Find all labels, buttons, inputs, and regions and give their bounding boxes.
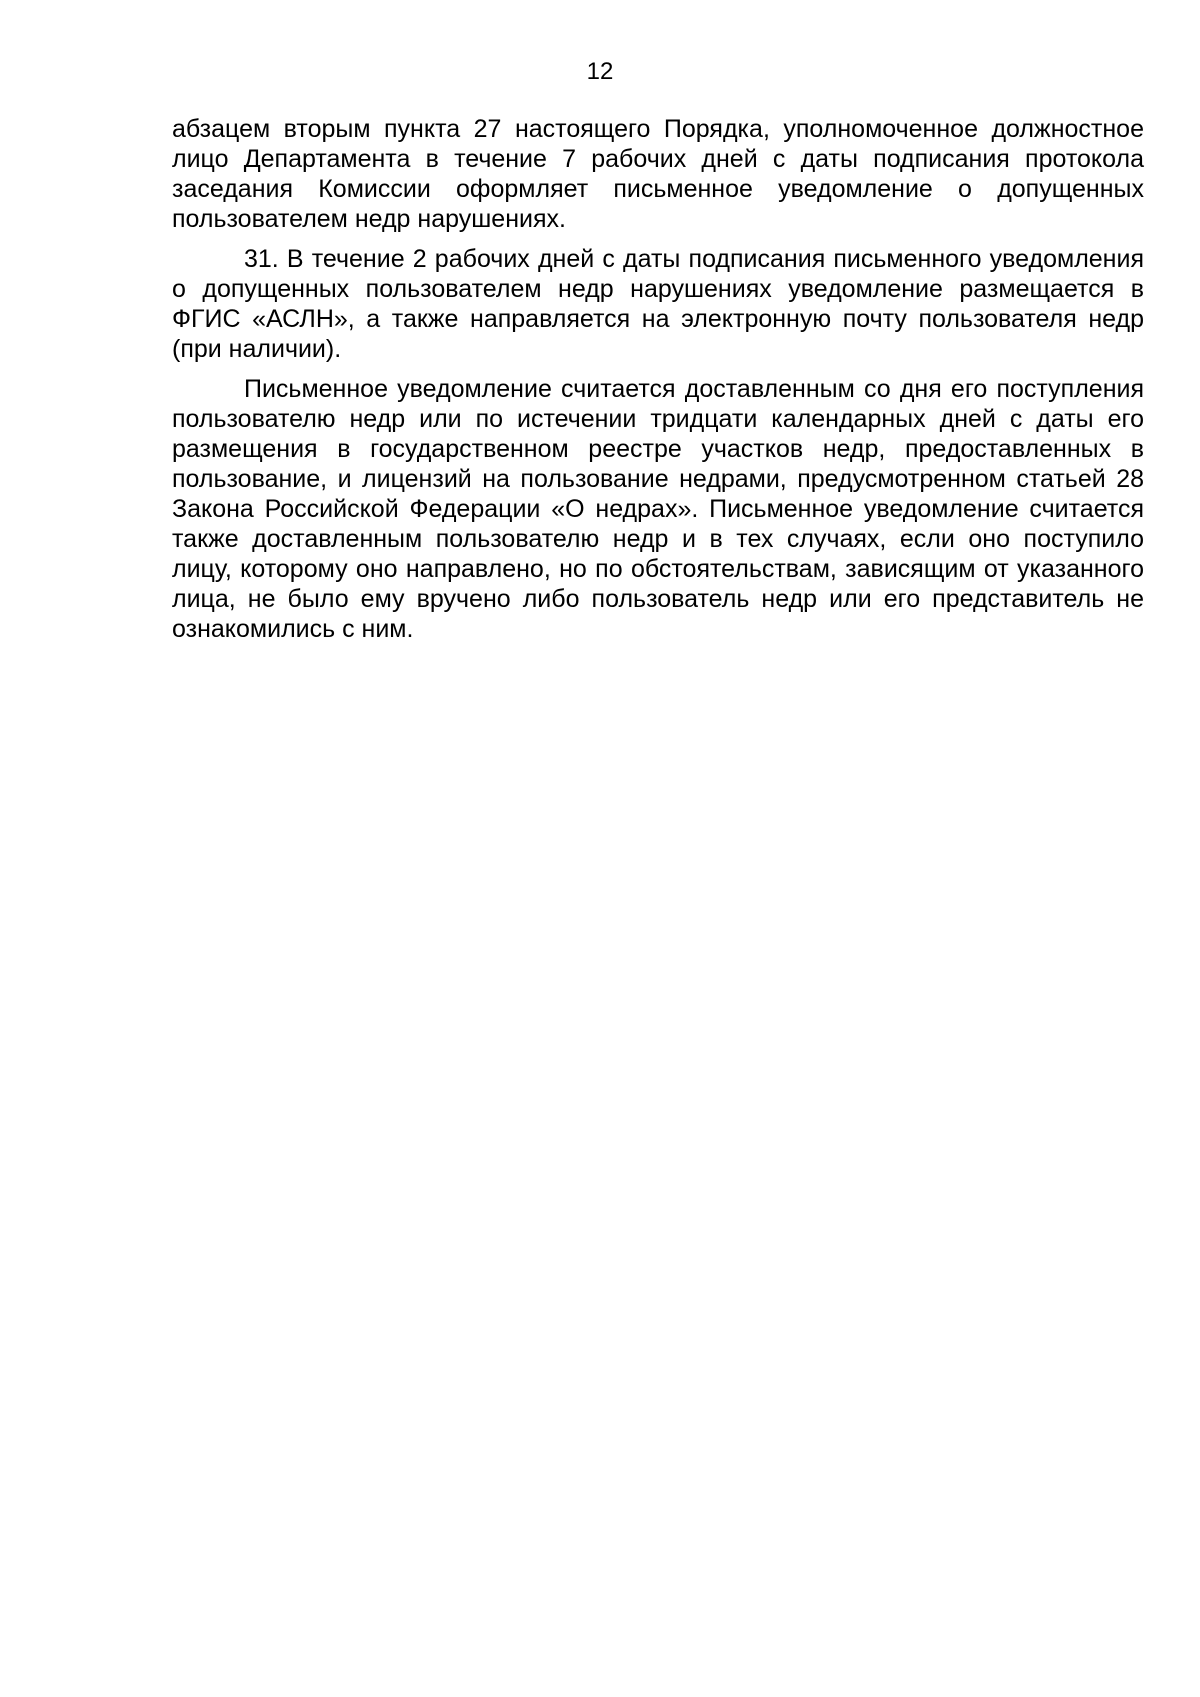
page-number: 12 (586, 58, 614, 85)
paragraph-delivery-notice: Письменное уведомление считается доставленным со дня его поступления пользователю недр или по истечении тридцати календарных дней с даты его размещения в государственном реестре участков недр, предоставленных в пользование, и лицензий на пользование недрами, предусмотренном статьей 28 Закона Российской Федерации «О недрах». Письменное уведомление считается также доставленным пользователю недр и в тех случаях, если оно поступило лицу, которому оно направлено, но по обстоятельствам, зависящим от указанного лица, не было ему вручено либо пользователь недр или его представитель не ознакомились с ним. (172, 375, 1144, 643)
paragraph-continuation: абзацем вторым пункта 27 настоящего Порядка, уполномоченное должностное лицо Департамента в течение 7 рабочих дней с даты подписания протокола заседания Комиссии оформляет письменное уведомление о допущенных пользователем недр нарушениях. (172, 115, 1144, 233)
paragraph-item-31: 31. В течение 2 рабочих дней с даты подписания письменного уведомления о допущенных пользователем недр нарушениях уведомление размещается в ФГИС «АСЛН», а также направляется на электронную почту пользователя недр (при наличии). (172, 245, 1144, 363)
document-body (172, 114, 1144, 654)
